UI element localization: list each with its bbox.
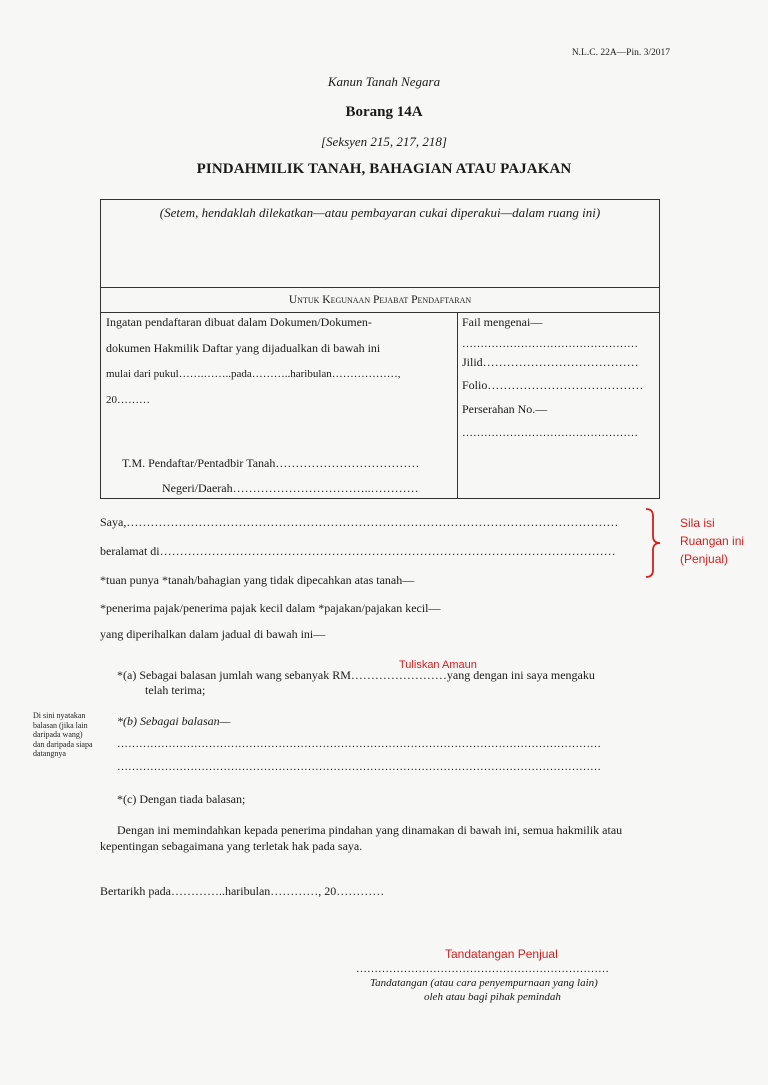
annotation-fill-seller-2: Ruangan ini (680, 534, 745, 548)
state-district-line[interactable]: Negeri/Daerah……………………………..………… (162, 481, 419, 495)
consideration-amount-field[interactable]: *(a) Sebagai balasan jumlah wang sebanyak RM……………………yang dengan ini saya mengaku (117, 668, 595, 682)
file-label: Fail mengenai— (462, 315, 543, 329)
consideration-other-label: *(b) Sebagai balasan— (117, 714, 231, 728)
annotation-fill-seller-1: Sila isi (680, 516, 715, 530)
owner-clause: *tuan punya *tanah/bahagian yang tidak dipecahkan atas tanah— (100, 573, 415, 587)
consideration-other-line-2[interactable]: …………………………………………………………………………………………………………………… (117, 761, 601, 773)
registry-heading: Untuk Kegunaan Pejabat Pendaftaran (101, 288, 659, 313)
presentation-no-field[interactable]: ………………………………………… (462, 427, 638, 439)
signature-label-1: Tandatangan (atau cara penyempurnaan yang lain) (370, 977, 598, 989)
registry-divider (457, 313, 458, 499)
consideration-other-line-1[interactable]: …………………………………………………………………………………………………………………… (117, 738, 601, 750)
seller-address-field[interactable]: beralamat di…………………………………………………………………………………………………… (100, 544, 616, 558)
date-field[interactable]: Bertarikh pada…………..haribulan…………, 20………… (100, 884, 385, 898)
transfer-statement-line-1: Dengan ini memindahkan kepada penerima pindahan yang dinamakan di bawah ini, semua hakmilik atau (117, 823, 623, 837)
margin-note: Di sini nyatakan balasan (jika lain daripada wang) dan daripada siapa datangnya (33, 711, 93, 758)
curly-brace-icon (645, 508, 661, 578)
file-field[interactable]: ………………………………………… (462, 338, 638, 350)
seller-name-field[interactable]: Saya,…………………………………………………………………………………………………………… (100, 515, 619, 529)
registry-memo-line-1: Ingatan pendaftaran dibuat dalam Dokumen/Dokumen- (106, 315, 372, 329)
transfer-statement-line-2: kepentingan sebagaimana yang terletak hak pada saya. (100, 839, 363, 853)
schedule-clause: yang diperihalkan dalam jadual di bawah ini— (100, 627, 326, 641)
registry-office-box (100, 287, 660, 499)
folio-field[interactable]: Folio………………………………… (462, 378, 644, 392)
registry-time-field[interactable]: mulai dari pukul…….……..pada………..haribulan………………, (106, 368, 401, 380)
annotation-amount: Tuliskan Amaun (399, 659, 477, 671)
lessee-clause: *penerima pajak/penerima pajak kecil dalam *pajakan/pajakan kecil— (100, 601, 441, 615)
registry-year-field[interactable]: 20……… (106, 394, 150, 406)
presentation-no-label: Perserahan No.— (462, 402, 548, 416)
volume-field[interactable]: Jilid………………………………… (462, 355, 639, 369)
registrar-signature-line[interactable]: T.M. Pendaftar/Pentadbir Tanah……………………………… (122, 456, 420, 470)
annotation-fill-seller-3: (Penjual) (680, 552, 729, 566)
annotation-seller-signature: Tandatangan Penjual (445, 947, 558, 961)
form-number: Borang 14A (345, 104, 423, 120)
law-title: Kanun Tanah Negara (327, 74, 441, 89)
registry-memo-line-2: dokumen Hakmilik Daftar yang dijadualkan di bawah ini (106, 341, 381, 355)
form-title: PINDAHMILIK TANAH, BAHAGIAN ATAU PAJAKAN (196, 161, 572, 177)
signature-label-2: oleh atau bagi pihak pemindah (424, 991, 561, 1003)
stamp-note: (Setem, hendaklah dilekatkan—atau pembayaran cukai diperakui—dalam ruang ini) (159, 205, 601, 220)
form-reference-number: N.L.C. 22A—Pin. 3/2017 (571, 48, 670, 58)
stamp-box[interactable] (100, 199, 660, 288)
no-consideration-option[interactable]: *(c) Dengan tiada balasan; (117, 792, 246, 806)
signature-field[interactable]: …………………………………………………………… (356, 963, 609, 975)
consideration-received: telah terima; (145, 683, 206, 697)
section-reference: [Seksyen 215, 217, 218] (320, 134, 447, 149)
